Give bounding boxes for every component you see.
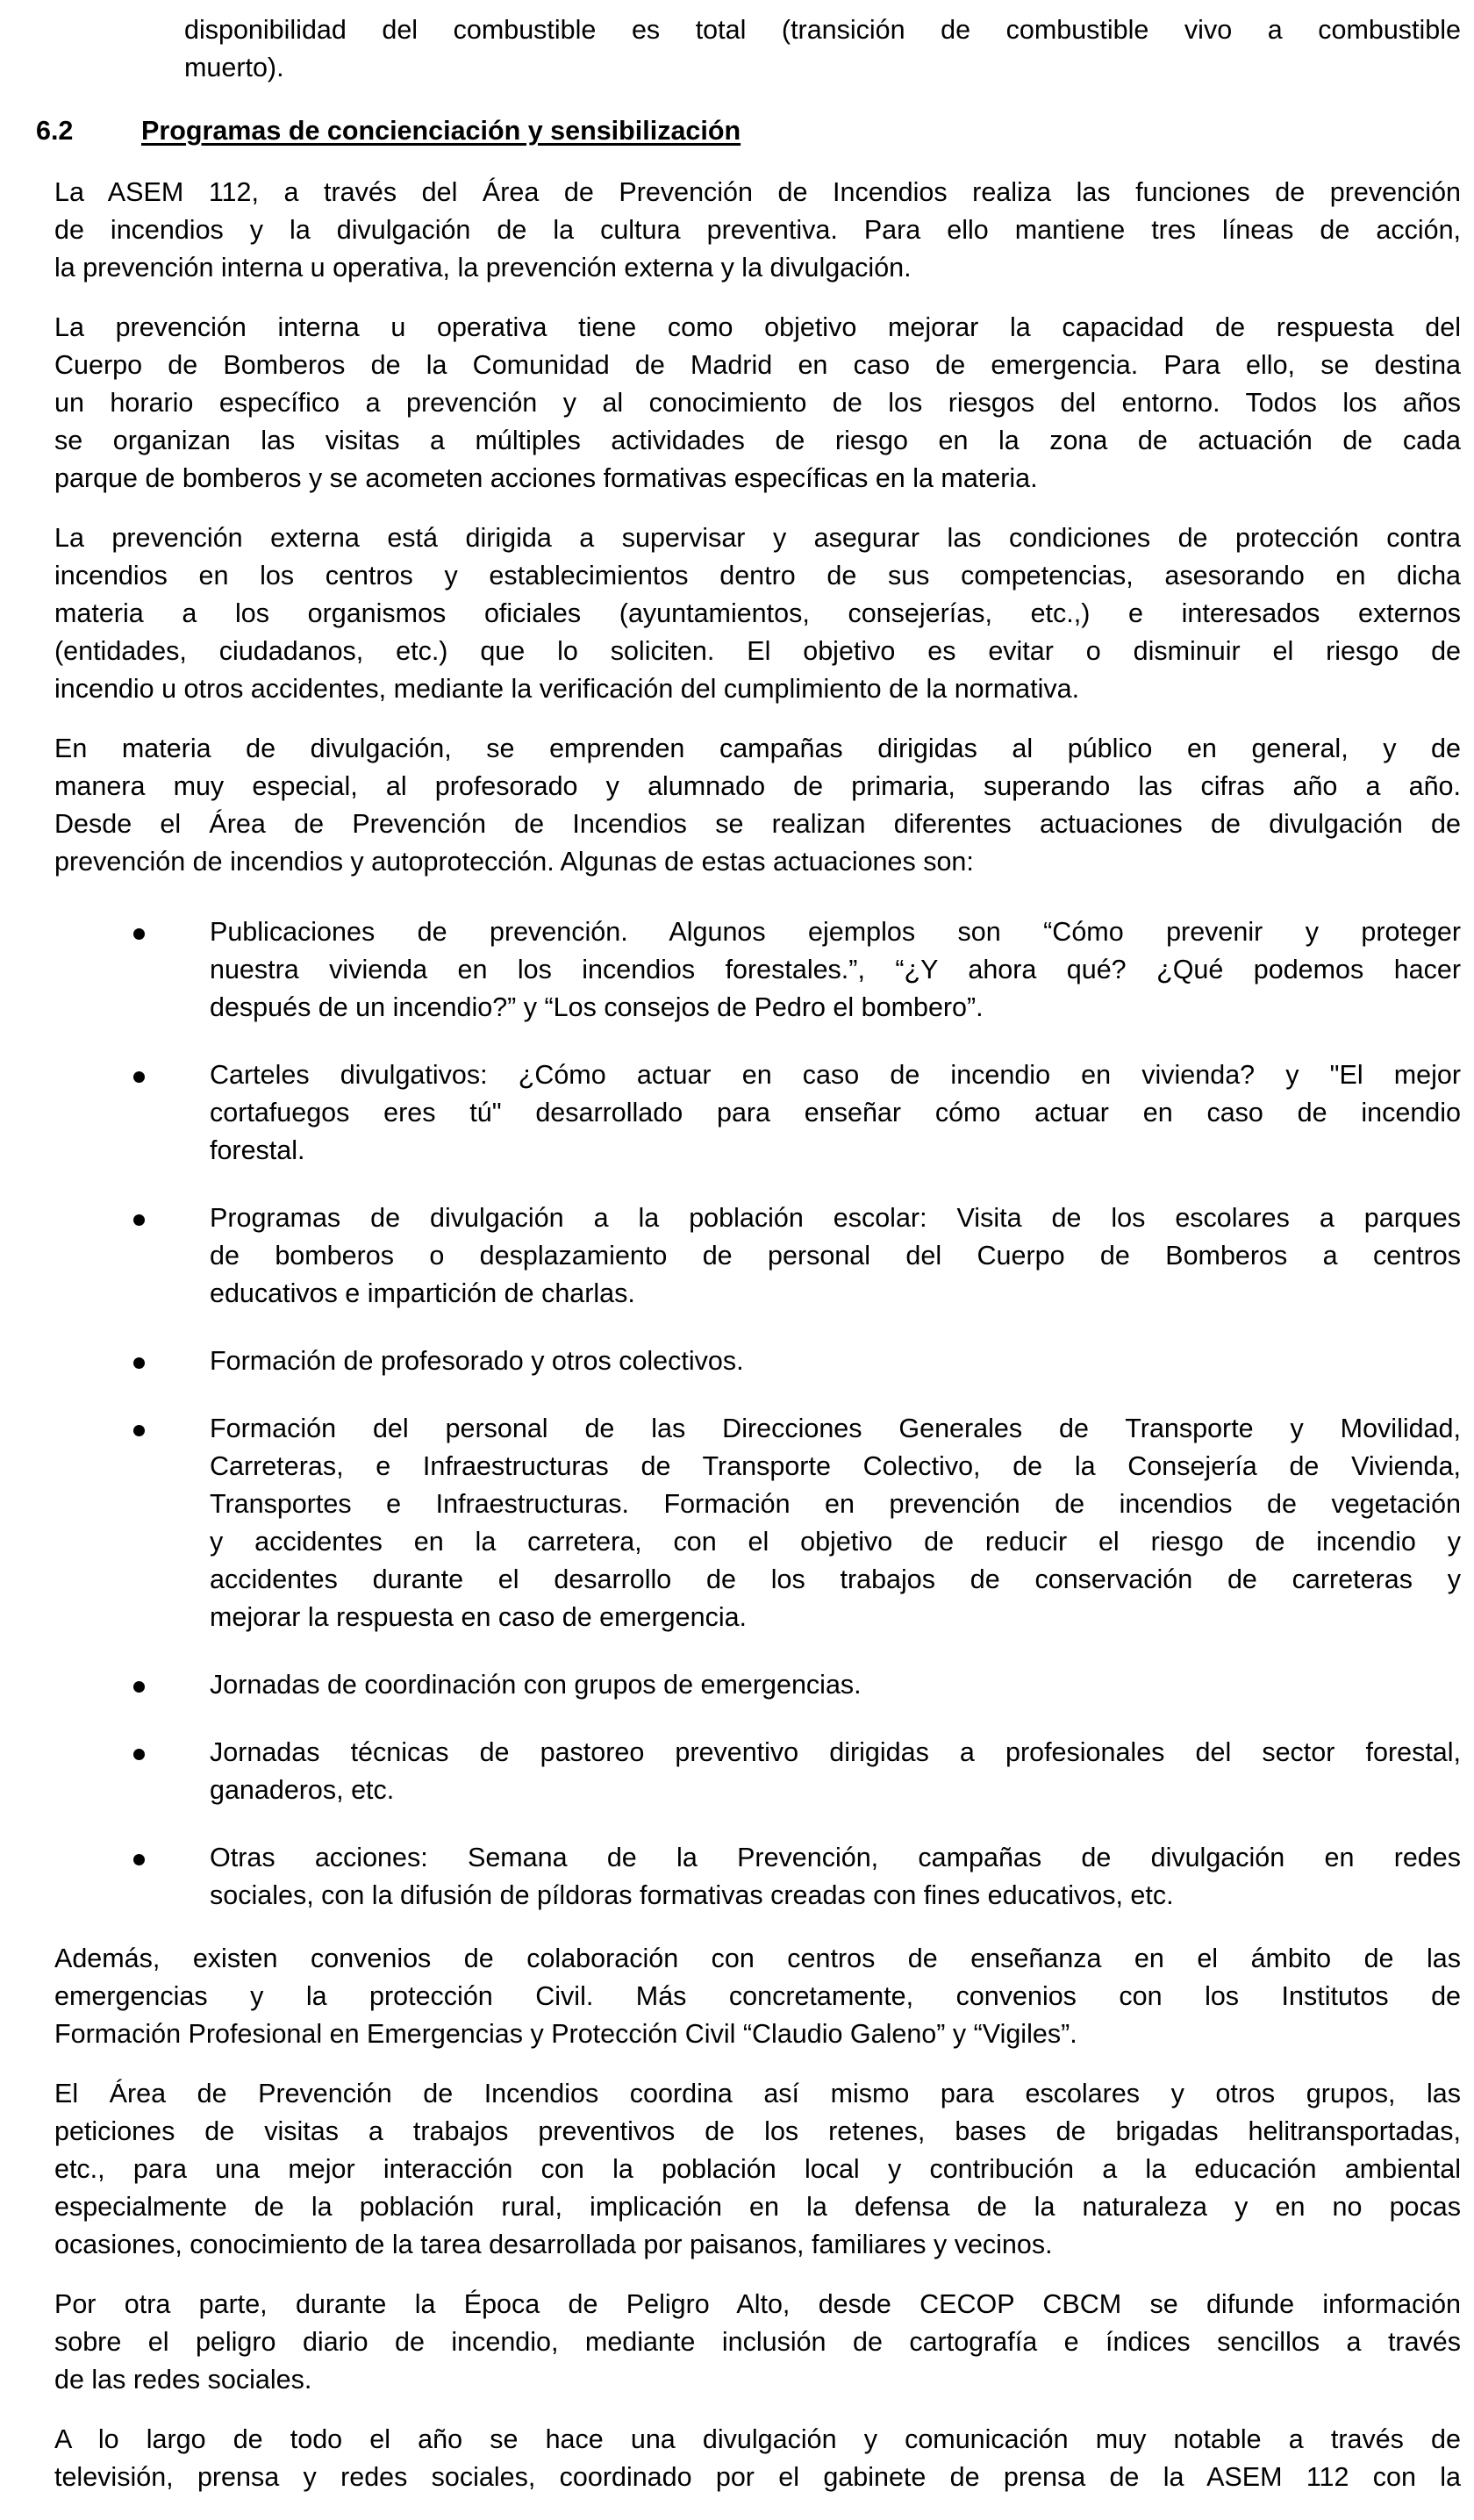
body-paragraphs xyxy=(54,174,1461,881)
text-line: de las redes sociales. xyxy=(54,2365,312,2395)
list-item xyxy=(54,1734,1461,1809)
text-line: manera muy especial, al profesorado y alumnado de primaria, superando las cifras año a año. xyxy=(54,771,1461,801)
paragraph xyxy=(54,1940,1461,2053)
text-line: un horario específico a prevención y al conocimiento de los riesgos del entorno. Todos los años xyxy=(54,388,1461,418)
body-paragraphs-after-list xyxy=(54,1940,1461,2496)
section-title: Programas de concienciación y sensibilización xyxy=(141,116,741,146)
list-item xyxy=(54,1056,1461,1170)
text-line: Carreteras, e Infraestructuras de Transporte Colectivo, de la Consejería de Vivienda, xyxy=(210,1451,1461,1481)
text-line: Jornadas de coordinación con grupos de emergencias. xyxy=(210,1670,862,1700)
text-line: Cuerpo de Bomberos de la Comunidad de Madrid en caso de emergencia. Para ello, se destina xyxy=(54,350,1461,380)
section-heading xyxy=(36,112,1461,150)
text-line: accidentes durante el desarrollo de los trabajos de conservación de carreteras y xyxy=(210,1564,1461,1594)
text-line: Por otra parte, durante la Época de Peligro Alto, desde CECOP CBCM se difunde información xyxy=(54,2289,1461,2319)
paragraph xyxy=(54,2075,1461,2264)
text-line: Publicaciones de prevención. Algunos ejemplos son “Cómo prevenir y proteger xyxy=(210,917,1461,947)
text-line: Además, existen convenios de colaboración con centros de enseñanza en el ámbito de las xyxy=(54,1944,1461,1973)
text-line: mejorar la respuesta en caso de emergencia. xyxy=(210,1602,748,1632)
text-line: Formación de profesorado y otros colectivos. xyxy=(210,1346,744,1376)
bullet-icon xyxy=(133,1071,145,1083)
paragraph xyxy=(54,730,1461,881)
text-line: etc., para una mejor interacción con la población local y contribución a la educación ambiental xyxy=(54,2154,1461,2184)
text-line: Programas de divulgación a la población escolar: Visita de los escolares a parques xyxy=(210,1203,1461,1233)
text-line: forestal. xyxy=(210,1135,305,1165)
paragraph xyxy=(54,309,1461,498)
text-line: En materia de divulgación, se emprenden campañas dirigidas al público en general, y de xyxy=(54,734,1461,763)
text-line: la prevención interna u operativa, la prevención externa y la divulgación. xyxy=(54,253,912,283)
bullet-icon xyxy=(133,1681,145,1693)
text-line: Transportes e Infraestructuras. Formación en prevención de incendios de vegetación xyxy=(210,1489,1461,1519)
text-line: Carteles divulgativos: ¿Cómo actuar en caso de incendio en vivienda? y "El mejor xyxy=(210,1060,1461,1090)
text-line: Formación Profesional en Emergencias y Protección Civil “Claudio Galeno” y “Vigiles”. xyxy=(54,2019,1077,2049)
bullet-icon xyxy=(133,1425,145,1436)
text-line: ganaderos, etc. xyxy=(210,1775,395,1805)
continuation-paragraph xyxy=(184,11,1461,87)
list-item xyxy=(54,1666,1461,1704)
text-line: El Área de Prevención de Incendios coordina así mismo para escolares y otros grupos, las xyxy=(54,2079,1461,2108)
paragraph xyxy=(54,2421,1461,2496)
text-line: La ASEM 112, a través del Área de Prevención de Incendios realiza las funciones de prevención xyxy=(54,177,1461,207)
text-line: de incendios y la divulgación de la cultura preventiva. Para ello mantiene tres líneas de acción, xyxy=(54,215,1461,245)
text-line: y accidentes en la carretera, con el objetivo de reducir el riesgo de incendio y xyxy=(210,1527,1461,1557)
bullet-icon xyxy=(133,1214,145,1226)
paragraph xyxy=(54,174,1461,287)
text-line: de bomberos o desplazamiento de personal del Cuerpo de Bomberos a centros xyxy=(210,1241,1461,1271)
list-item xyxy=(54,1410,1461,1636)
text-line: Formación del personal de las Direcciones Generales de Transporte y Movilidad, xyxy=(210,1414,1461,1443)
text-line: emergencias y la protección Civil. Más concretamente, convenios con los Institutos de xyxy=(54,1981,1461,2011)
text-line: La prevención interna u operativa tiene como objetivo mejorar la capacidad de respuesta del xyxy=(54,312,1461,342)
list-item xyxy=(54,1342,1461,1380)
text-line: materia a los organismos oficiales (ayuntamientos, consejerías, etc.,) e interesados externos xyxy=(54,598,1461,628)
text-line: parque de bomberos y se acometen acciones formativas específicas en la materia. xyxy=(54,463,1038,493)
document-page xyxy=(36,11,1461,2496)
text-line: disponibilidad del combustible es total (transición de combustible vivo a combustible xyxy=(184,15,1461,45)
text-line: muerto). xyxy=(184,53,284,82)
bullet-icon xyxy=(133,928,145,940)
bullet-icon xyxy=(133,1854,145,1865)
text-line: A lo largo de todo el año se hace una divulgación y comunicación muy notable a través de xyxy=(54,2424,1461,2454)
text-line: Desde el Área de Prevención de Incendios se realizan diferentes actuaciones de divulgación de xyxy=(54,809,1461,839)
text-line: nuestra vivienda en los incendios forestales.”, “¿Y ahora qué? ¿Qué podemos hacer xyxy=(210,955,1461,984)
bullet-icon xyxy=(133,1749,145,1760)
text-line: (entidades, ciudadanos, etc.) que lo soliciten. El objetivo es evitar o disminuir el riesgo de xyxy=(54,636,1461,666)
section-number: 6.2 xyxy=(36,116,74,146)
text-line: educativos e impartición de charlas. xyxy=(210,1278,635,1308)
text-line: peticiones de visitas a trabajos preventivos de los retenes, bases de brigadas helitransportadas, xyxy=(54,2116,1461,2146)
text-line: prevención de incendios y autoprotección. Algunas de estas actuaciones son: xyxy=(54,847,974,877)
text-line: La prevención externa está dirigida a supervisar y asegurar las condiciones de protección contra xyxy=(54,523,1461,553)
list-item xyxy=(54,1199,1461,1313)
text-line: ocasiones, conocimiento de la tarea desarrollada por paisanos, familiares y vecinos. xyxy=(54,2230,1053,2259)
text-line: televisión, prensa y redes sociales, coordinado por el gabinete de prensa de la ASEM 112 con la xyxy=(54,2462,1461,2492)
text-line: incendios en los centros y establecimientos dentro de sus competencias, asesorando en dicha xyxy=(54,561,1461,591)
paragraph xyxy=(54,519,1461,708)
list-item xyxy=(54,913,1461,1027)
text-line: Jornadas técnicas de pastoreo preventivo dirigidas a profesionales del sector forestal, xyxy=(210,1737,1461,1767)
bullet-icon xyxy=(133,1357,145,1369)
text-line: incendio u otros accidentes, mediante la verificación del cumplimiento de la normativa. xyxy=(54,674,1080,704)
text-line: después de un incendio?” y “Los consejos de Pedro el bombero”. xyxy=(210,992,984,1022)
text-line: especialmente de la población rural, implicación en la defensa de la naturaleza y en no pocas xyxy=(54,2192,1461,2222)
text-line: Otras acciones: Semana de la Prevención, campañas de divulgación en redes xyxy=(210,1843,1461,1872)
text-line: cortafuegos eres tú" desarrollado para enseñar cómo actuar en caso de incendio xyxy=(210,1098,1461,1128)
paragraph xyxy=(54,2286,1461,2399)
text-line: sociales, con la difusión de píldoras formativas creadas con fines educativos, etc. xyxy=(210,1880,1174,1910)
list-item xyxy=(54,1839,1461,1915)
bullet-list xyxy=(54,913,1461,1915)
text-line: se organizan las visitas a múltiples actividades de riesgo en la zona de actuación de cada xyxy=(54,426,1461,455)
text-line: sobre el peligro diario de incendio, mediante inclusión de cartografía e índices sencillos a través xyxy=(54,2327,1461,2357)
